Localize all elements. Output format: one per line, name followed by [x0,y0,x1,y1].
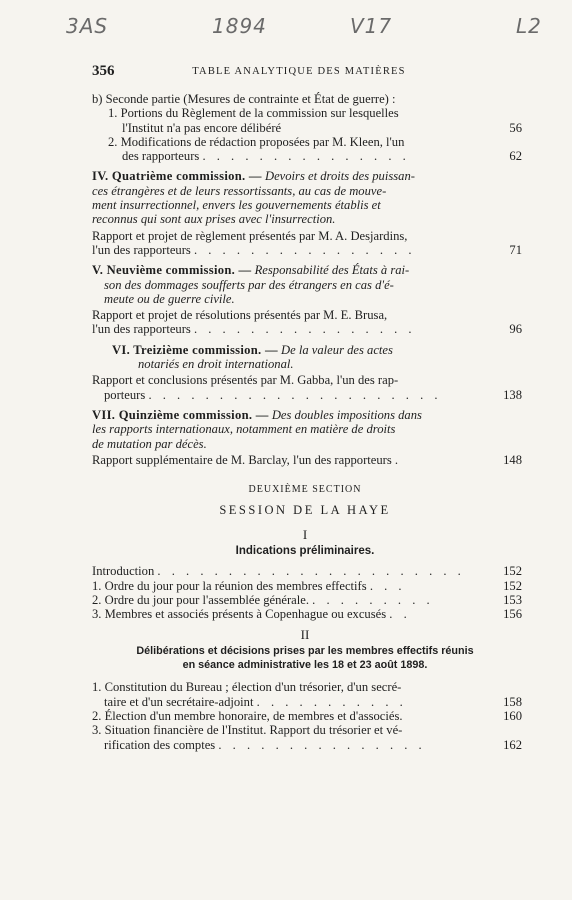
page-ref: 148 [503,452,522,467]
toc-line [92,242,522,257]
leader-dots: . . . . . . . . . . . . . . . [202,149,410,164]
part-title: Délibérations et décisions prises par les membres effectifs réunis [136,644,474,657]
toc-text: reconnus qui sont aux prises avec l'insurrection. [92,212,336,227]
toc-text: Rapport supplémentaire de M. Barclay, l'un des rapporteurs [92,452,392,467]
toc-line [92,106,518,120]
toc-text: Rapport et conclusions présentés par M. Gabba, l'un des rap- [92,373,399,388]
commission-heading [92,263,518,277]
page-ref: 153 [503,592,522,607]
commission-topic: Devoirs et droits des puissan- [264,169,415,184]
toc-line [92,422,518,436]
commission-label: VI. Treizième commission. — [112,342,278,357]
page-ref: 56 [509,120,522,135]
toc-line [92,578,522,593]
commission-heading [92,343,518,357]
toc-line [92,452,522,467]
page-ref: 158 [503,694,522,709]
toc-text: Rapport et projet de règlement présentés par M. A. Desjardins, [92,228,408,243]
toc-text: son des dommages soufferts par des étrangers en cas d'é- [104,277,394,292]
toc-text: meute ou de guerre civile. [104,291,235,306]
toc-line [92,564,522,579]
page-ref: 152 [503,578,522,593]
toc-line [92,723,518,737]
toc-line [92,184,518,198]
toc-line [92,135,518,149]
handwritten-note-4: L2 [516,14,542,38]
toc-line [92,437,518,451]
page-ref: 96 [509,322,522,337]
leader-dots: . [394,452,403,467]
session-title: SESSION DE LA HAYE [219,503,391,518]
commission-label: V. Neuvième commission. — [92,263,252,278]
page-ref: 152 [503,564,522,579]
toc-line [92,607,522,622]
leader-dots: . . . . . . . . . . . . . . . . [193,242,416,257]
toc-line [92,308,518,322]
toc-text: 2. Ordre du jour pour l'assemblée générale. [92,592,309,607]
handwritten-note-1: 3AS [66,14,109,38]
leader-dots: . . . . . . . . . . . . . . . . [193,322,416,337]
page-ref: 138 [503,387,522,402]
toc-line [92,149,522,164]
commission-topic: Responsabilité des États à rai- [254,263,410,278]
toc-text: l'Institut n'a pas encore délibéré [122,120,282,135]
leader-dots: . . . . . . . . . . . . . . . . . . . . . . [157,564,465,579]
commission-topic: Des doubles impositions dans [271,407,422,422]
toc-text: des rapporteurs [122,149,200,164]
toc-line [92,322,522,337]
toc-line [92,592,522,607]
leader-dots: . . [389,607,411,622]
leader-dots: . . . . . . . . . [312,592,434,607]
toc-text: de mutation par décès. [92,436,207,451]
toc-line [92,387,522,402]
section-label: DEUXIÈME SECTION [248,484,362,496]
toc-text: rification des comptes [104,737,216,752]
leader-dots: . . . . . . . . . . . . . . . . . . . . . [148,387,442,402]
page-number: 356 [92,63,115,79]
toc-line [92,229,518,243]
commission-label: VII. Quinzième commission. — [92,407,269,422]
toc-line [92,278,518,292]
leader-dots: . . . [369,578,406,593]
page-ref: 160 [503,708,522,723]
page-ref: 156 [503,607,522,622]
toc-text: notariés en droit international. [138,357,294,372]
running-title: TABLE ANALYTIQUE DES MATIÈRES [192,66,406,77]
toc-line [92,120,522,135]
handwritten-note-2: 1894 [212,14,267,38]
toc-text: l'un des rapporteurs [92,322,191,337]
part-number: II [300,626,310,642]
part-title: Indications préliminaires. [235,545,375,558]
toc-text: 3. Situation financière de l'Institut. Rapport du trésorier et vé- [92,723,403,738]
toc-line [92,357,518,371]
toc-line [92,680,518,694]
toc-line [92,694,522,709]
toc-line [92,292,518,306]
toc-text: 2. Élection d'un membre honoraire, de membres et d'associés. [92,708,403,723]
toc-text: les rapports internationaux, notamment en matière de droits [92,422,396,437]
commission-heading [92,408,518,422]
toc-line [92,737,522,752]
commission-topic: De la valeur des actes [281,342,393,357]
leader-dots: . . . . . . . . . . . . . . . [218,737,426,752]
toc-text: 1. Constitution du Bureau ; élection d'un trésorier, d'un secré- [92,680,402,695]
toc-text: 2. Modifications de rédaction proposées par M. Kleen, l'un [108,134,405,149]
toc-text: porteurs [104,387,146,402]
toc-text: 1. Ordre du jour pour la réunion des membres effectifs [92,578,367,593]
toc-text: l'un des rapporteurs [92,242,191,257]
toc-line [92,198,518,212]
page-ref: 162 [503,737,522,752]
toc-text: 1. Portions du Règlement de la commission sur lesquelles [108,106,399,121]
page-ref: 62 [509,149,522,164]
toc-text: taire et d'un secrétaire-adjoint [104,694,254,709]
toc-text: Rapport et projet de résolutions présentés par M. E. Brusa, [92,308,388,323]
toc-line [92,708,522,723]
toc-content [92,92,522,752]
toc-text: ment insurrectionnel, envers les gouvernements établis et [92,198,381,213]
toc-text: b) Seconde partie (Mesures de contrainte et État de guerre) : [92,92,396,106]
toc-line [92,92,518,106]
leader-dots: . . . . . . . . . . . [256,694,407,709]
commission-label: IV. Quatrième commission. — [92,169,262,184]
commission-heading [92,169,518,183]
toc-text: ces étrangères et de leurs ressortissants, au cas de mouve- [92,183,387,198]
toc-text: Introduction [92,564,155,579]
toc-line [92,373,518,387]
part-number: I [302,526,308,542]
part-title: en séance administrative les 18 et 23 août 1898. [182,659,428,672]
page-ref: 71 [509,242,522,257]
handwritten-note-3: V17 [350,14,393,38]
toc-line [92,212,518,226]
toc-text: 3. Membres et associés présents à Copenhague ou excusés [92,607,387,622]
